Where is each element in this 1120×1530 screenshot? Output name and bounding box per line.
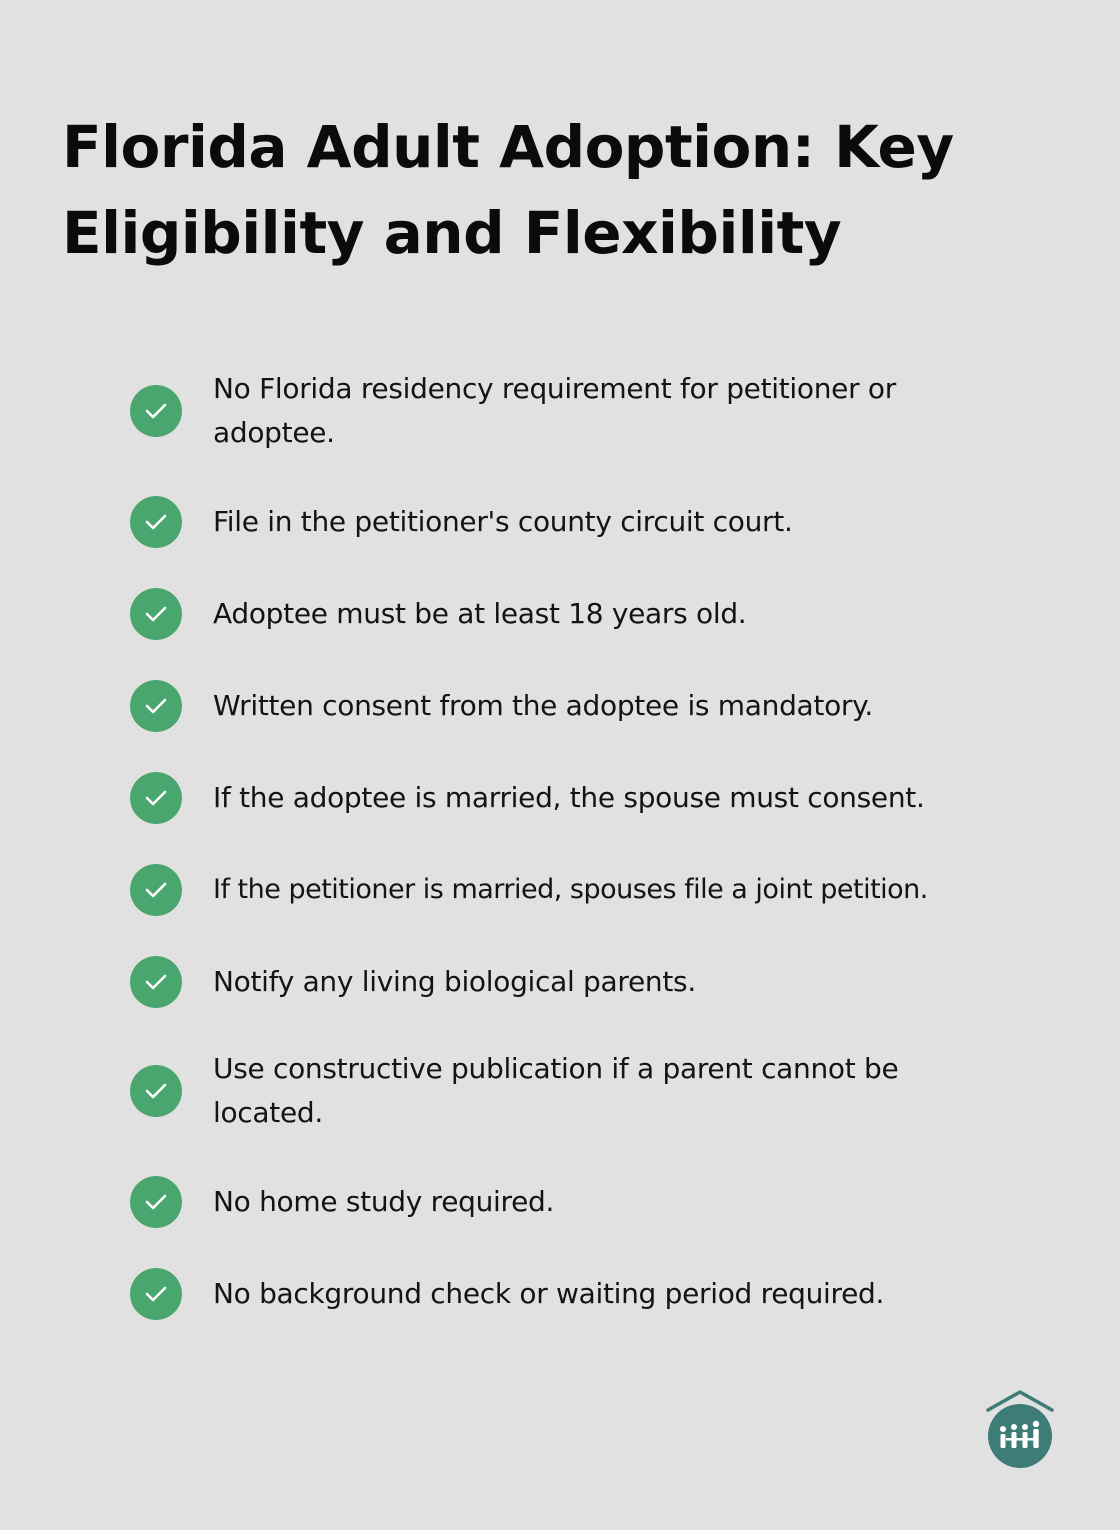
check-circle-icon: [130, 496, 182, 548]
check-circle-icon: [130, 1268, 182, 1320]
checklist-item: [130, 956, 1050, 1008]
check-circle-icon: [130, 680, 182, 732]
checklist-item-text: Written consent from the adoptee is mandatory.: [213, 689, 874, 722]
checklist-item-text: No background check or waiting period required.: [213, 1277, 885, 1310]
checklist-item-text: Adoptee must be at least 18 years old.: [213, 597, 747, 630]
page-title: Florida Adult Adoption: Key Eligibility and Flexibility: [62, 113, 954, 267]
checklist-item-text: No home study required.: [213, 1185, 555, 1218]
checklist-item-text: Use constructive publication if a parent cannot be located.: [213, 1052, 899, 1129]
house-family-logo-icon: [984, 1388, 1056, 1472]
checklist-item: [130, 772, 1050, 824]
checklist-item-text: No Florida residency requirement for petitioner or adoptee.: [213, 372, 896, 449]
check-circle-icon: [130, 1065, 182, 1117]
checklist-item-text: File in the petitioner's county circuit court.: [213, 505, 793, 538]
checklist-item-text: If the adoptee is married, the spouse must consent.: [213, 781, 925, 814]
checklist-item: [130, 367, 1050, 455]
check-circle-icon: [130, 1176, 182, 1228]
check-circle-icon: [130, 864, 182, 916]
checklist-item-text: Notify any living biological parents.: [213, 965, 696, 998]
checklist-item: [130, 1268, 1050, 1320]
check-circle-icon: [130, 956, 182, 1008]
checklist-item: [130, 496, 1050, 548]
checklist-item: [130, 864, 1050, 916]
checklist-item: [130, 1176, 1050, 1228]
check-circle-icon: [130, 588, 182, 640]
checklist-item: [130, 588, 1050, 640]
checklist-item-text: If the petitioner is married, spouses file a joint petition.: [213, 874, 928, 905]
check-circle-icon: [130, 772, 182, 824]
checklist-item: [130, 680, 1050, 732]
checklist-item: [130, 1047, 1050, 1135]
check-circle-icon: [130, 385, 182, 437]
